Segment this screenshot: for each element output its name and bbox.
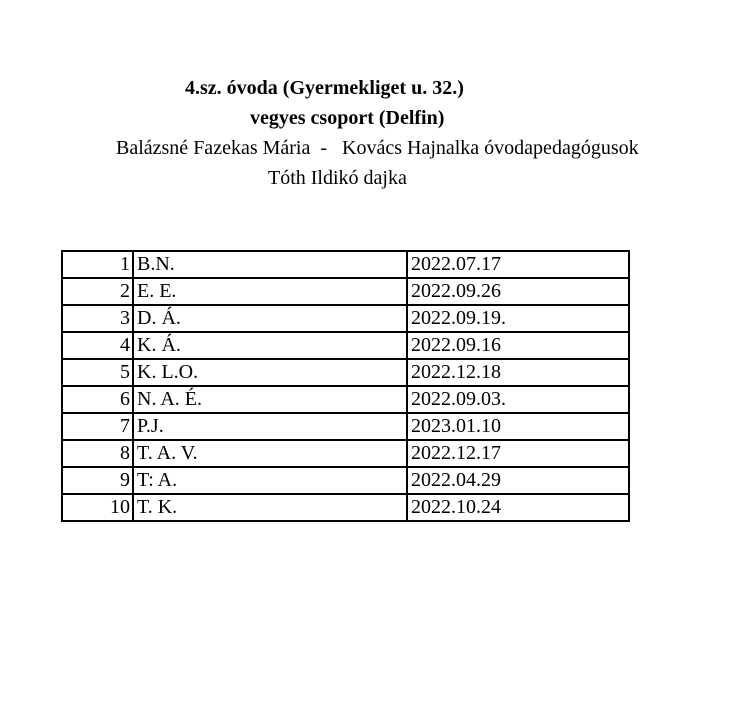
- date-cell: 2022.12.17: [407, 440, 629, 467]
- row-number: 3: [62, 305, 133, 332]
- row-number: 2: [62, 278, 133, 305]
- child-initials: E. E.: [133, 278, 407, 305]
- row-number: 6: [62, 386, 133, 413]
- children-table: [61, 250, 630, 522]
- date-cell: 2022.04.29: [407, 467, 629, 494]
- child-initials: T. A. V.: [133, 440, 407, 467]
- date-cell: 2022.07.17: [407, 251, 629, 278]
- child-initials: K. L.O.: [133, 359, 407, 386]
- table-row: [62, 440, 629, 467]
- date-cell: 2022.09.16: [407, 332, 629, 359]
- row-number: 8: [62, 440, 133, 467]
- date-cell: 2022.09.03.: [407, 386, 629, 413]
- child-initials: T. K.: [133, 494, 407, 521]
- table-row: [62, 359, 629, 386]
- child-initials: P.J.: [133, 413, 407, 440]
- assistant-line: Tóth Ildikó dajka: [268, 167, 407, 189]
- child-initials: T: A.: [133, 467, 407, 494]
- date-cell: 2023.01.10: [407, 413, 629, 440]
- child-initials: N. A. É.: [133, 386, 407, 413]
- table-row: [62, 467, 629, 494]
- table-row: [62, 305, 629, 332]
- child-initials: D. Á.: [133, 305, 407, 332]
- row-number: 5: [62, 359, 133, 386]
- row-number: 7: [62, 413, 133, 440]
- row-number: 9: [62, 467, 133, 494]
- date-cell: 2022.09.19.: [407, 305, 629, 332]
- kindergarten-title: 4.sz. óvoda (Gyermekliget u. 32.): [185, 77, 464, 99]
- row-number: 1: [62, 251, 133, 278]
- date-cell: 2022.10.24: [407, 494, 629, 521]
- teachers-line: Balázsné Fazekas Mária - Kovács Hajnalka óvodapedagógusok: [116, 137, 639, 159]
- row-number: 10: [62, 494, 133, 521]
- child-initials: K. Á.: [133, 332, 407, 359]
- table-row: [62, 278, 629, 305]
- table-row: [62, 386, 629, 413]
- table-row: [62, 332, 629, 359]
- table-row: [62, 413, 629, 440]
- table-row: [62, 251, 629, 278]
- row-number: 4: [62, 332, 133, 359]
- table-row: [62, 494, 629, 521]
- date-cell: 2022.09.26: [407, 278, 629, 305]
- date-cell: 2022.12.18: [407, 359, 629, 386]
- child-initials: B.N.: [133, 251, 407, 278]
- group-title: vegyes csoport (Delfin): [250, 107, 445, 129]
